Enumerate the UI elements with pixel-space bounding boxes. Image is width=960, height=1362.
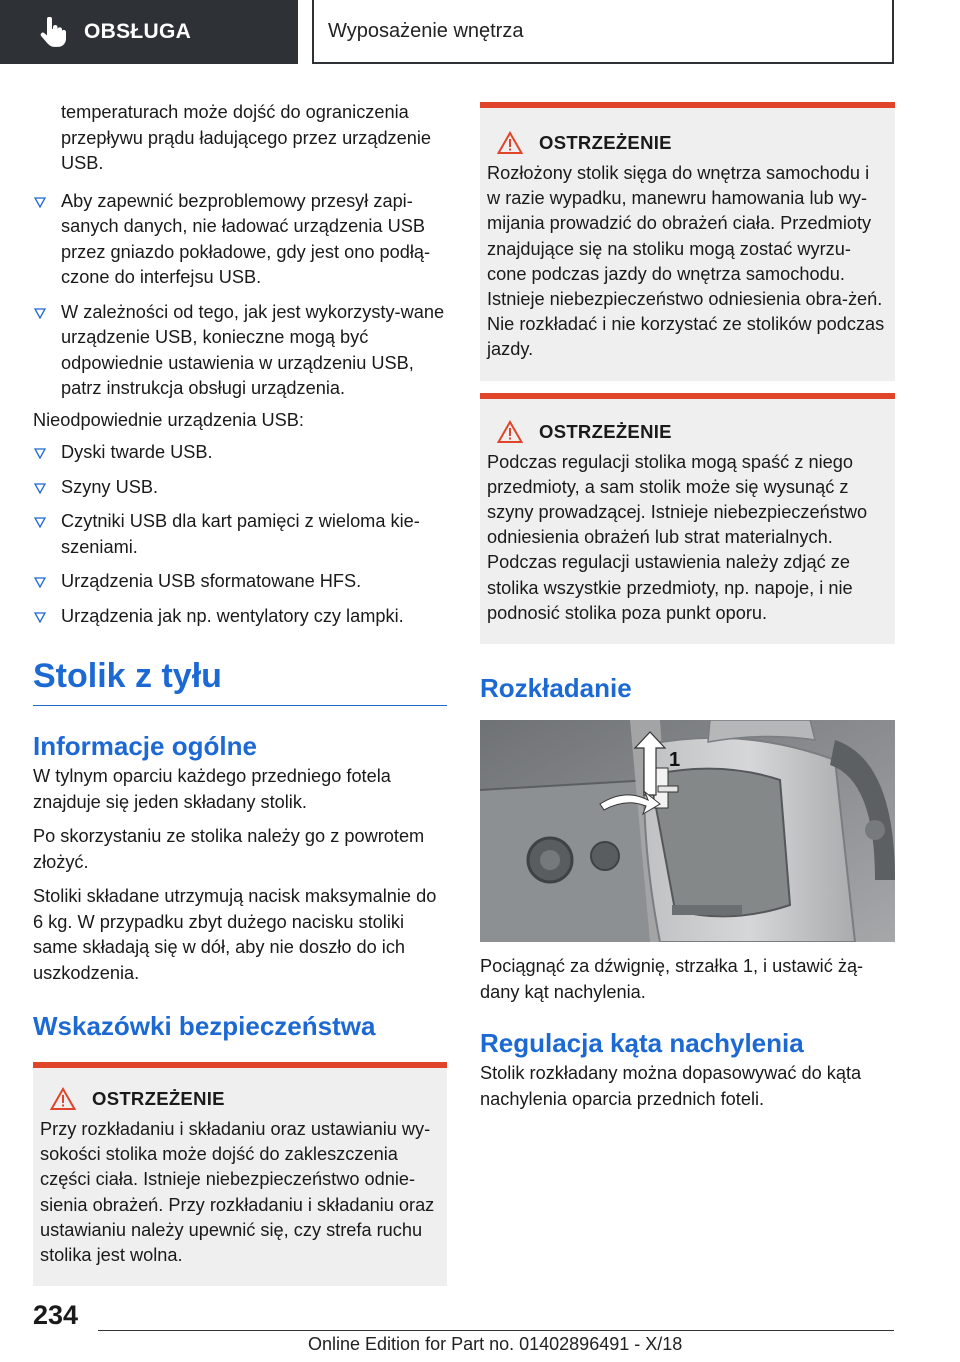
general-para: Po skorzystaniu ze stolika należy go z powrotem złożyć. [33, 826, 425, 872]
warning-box [480, 102, 895, 381]
seat-table-figure [480, 720, 895, 942]
footer-divider [98, 1330, 894, 1331]
page-number: 234 [33, 1300, 79, 1330]
unfold-text: Pociągnąć za dźwignię, strzałka 1, i ustawić żą-dany kąt nachylenia. [480, 956, 864, 1002]
unsuitable-intro: Nieodpowiednie urządzenia USB: [33, 409, 304, 430]
chapter-label: Wyposażenie wnętrza [328, 19, 524, 42]
warning-triangle-icon [497, 131, 523, 155]
list-item: Urządzenia jak np. wentylatory czy lampki. [33, 604, 447, 630]
triangle-bullet-icon [34, 517, 46, 528]
angle-title: Regulacja kąta nachylenia [480, 1028, 804, 1059]
warning-text: Podczas regulacji stolika mogą spaść z niego przedmioty, a sam stolik może się wysunąć z szyny prowadzącej. Istnieje niebezpieczeństwo odniesienia obrażeń lub strat materialnych. Podczas regulacji ustawienia należy zdjąć ze stolika wszystkie przedmioty, np. napoje, i nie podnosić stolika poza punkt oporu. [487, 451, 868, 623]
warning-header [487, 130, 887, 156]
bullet-list-2 [33, 440, 447, 629]
warning-text: Rozłożony stolik sięga do wnętrza samochodu i w razie wypadku, manewru hamowania lub wy-mijania prowadzić do obrażeń ciała. Przedmioty znajdujące się na stoliku mogą zostać wyrzu-cone podczas jazdy do wnętrza samochodu. Istnieje niebezpieczeństwo odniesienia obra-żeń. Nie rozkładać i nie korzystać ze stolików podczas jazdy. [487, 163, 885, 360]
triangle-bullet-icon [34, 197, 46, 208]
right-column [480, 102, 895, 1112]
left-column [33, 100, 447, 1286]
list-item: Czytniki USB dla kart pamięci z wieloma kie-szeniami. [33, 509, 447, 560]
safety-title: Wskazówki bezpieczeństwa [33, 1011, 376, 1041]
angle-text: Stolik rozkładany można dopasowywać do kąta nachylenia oparcia przednich foteli. [480, 1063, 862, 1109]
figure-callout: 1 [669, 749, 681, 772]
seat-table-illustration [480, 720, 895, 942]
triangle-bullet-icon [34, 483, 46, 494]
general-para: W tylnym oparciu każdego przedniego fotela znajduje się jeden składany stolik. [33, 766, 391, 812]
bullet-list-1 [33, 189, 447, 402]
continued-text: temperaturach może dojść do ograniczenia przepływu prądu ładującego przez urządzenie USB. [61, 102, 432, 173]
footer-edition: Online Edition for Part no. 01402896491 - X/18 [308, 1334, 683, 1354]
section-label: OBSŁUGA [84, 20, 192, 43]
general-info-title: Informacje ogólne [33, 731, 257, 761]
list-item: W zależności od tego, jak jest wykorzysty-wane urządzenie USB, konieczne mogą być odpowiednie ustawienia w urządzeniu USB, patrz instrukcja obsługi urządzenia. [33, 300, 447, 402]
triangle-bullet-icon [34, 308, 46, 319]
triangle-bullet-icon [34, 577, 46, 588]
list-item: Urządzenia USB sformatowane HFS. [33, 569, 447, 595]
triangle-bullet-icon [34, 448, 46, 459]
triangle-bullet-icon [34, 612, 46, 623]
hand-pointer-icon [40, 17, 66, 47]
header-chapter-box [312, 0, 894, 64]
header-section-tab [0, 0, 298, 64]
warning-triangle-icon [50, 1087, 76, 1111]
warning-label: OSTRZEŻENIE [539, 420, 672, 442]
warning-triangle-icon [497, 420, 523, 444]
warning-label: OSTRZEŻENIE [539, 132, 672, 153]
list-item: Dyski twarde USB. [33, 440, 447, 466]
section-title: Stolik z tyłu [33, 655, 447, 706]
warning-box [33, 1062, 447, 1286]
general-para: Stoliki składane utrzymują nacisk maksymalnie do 6 kg. W przypadku zbyt dużego nacisku stoliki same składają się w dół, aby nie doszło do ich uszkodzenia. [33, 886, 437, 983]
list-item: Aby zapewnić bezproblemowy przesył zapi-sanych danych, nie ładować urządzenia USB przez gniazdo pokładowe, gdy jest ono podłą-czone do interfejsu USB. [33, 189, 447, 291]
list-item: Szyny USB. [33, 475, 447, 501]
unfold-title: Rozkładanie [480, 673, 632, 704]
warning-label: OSTRZEŻENIE [92, 1088, 225, 1109]
warning-header [487, 419, 887, 445]
warning-box [480, 393, 895, 644]
warning-header [40, 1086, 439, 1112]
warning-text: Przy rozkładaniu i składaniu oraz ustawianiu wy-sokości stolika może dojść do zakleszczenia części ciała. Istnieje niebezpieczeństwo odnie-sienia obrażeń. Przy rozkładaniu i składaniu oraz ustawianiu należy upewnić się, czy strefa ruchu stolika jest wolna. [40, 1119, 435, 1266]
